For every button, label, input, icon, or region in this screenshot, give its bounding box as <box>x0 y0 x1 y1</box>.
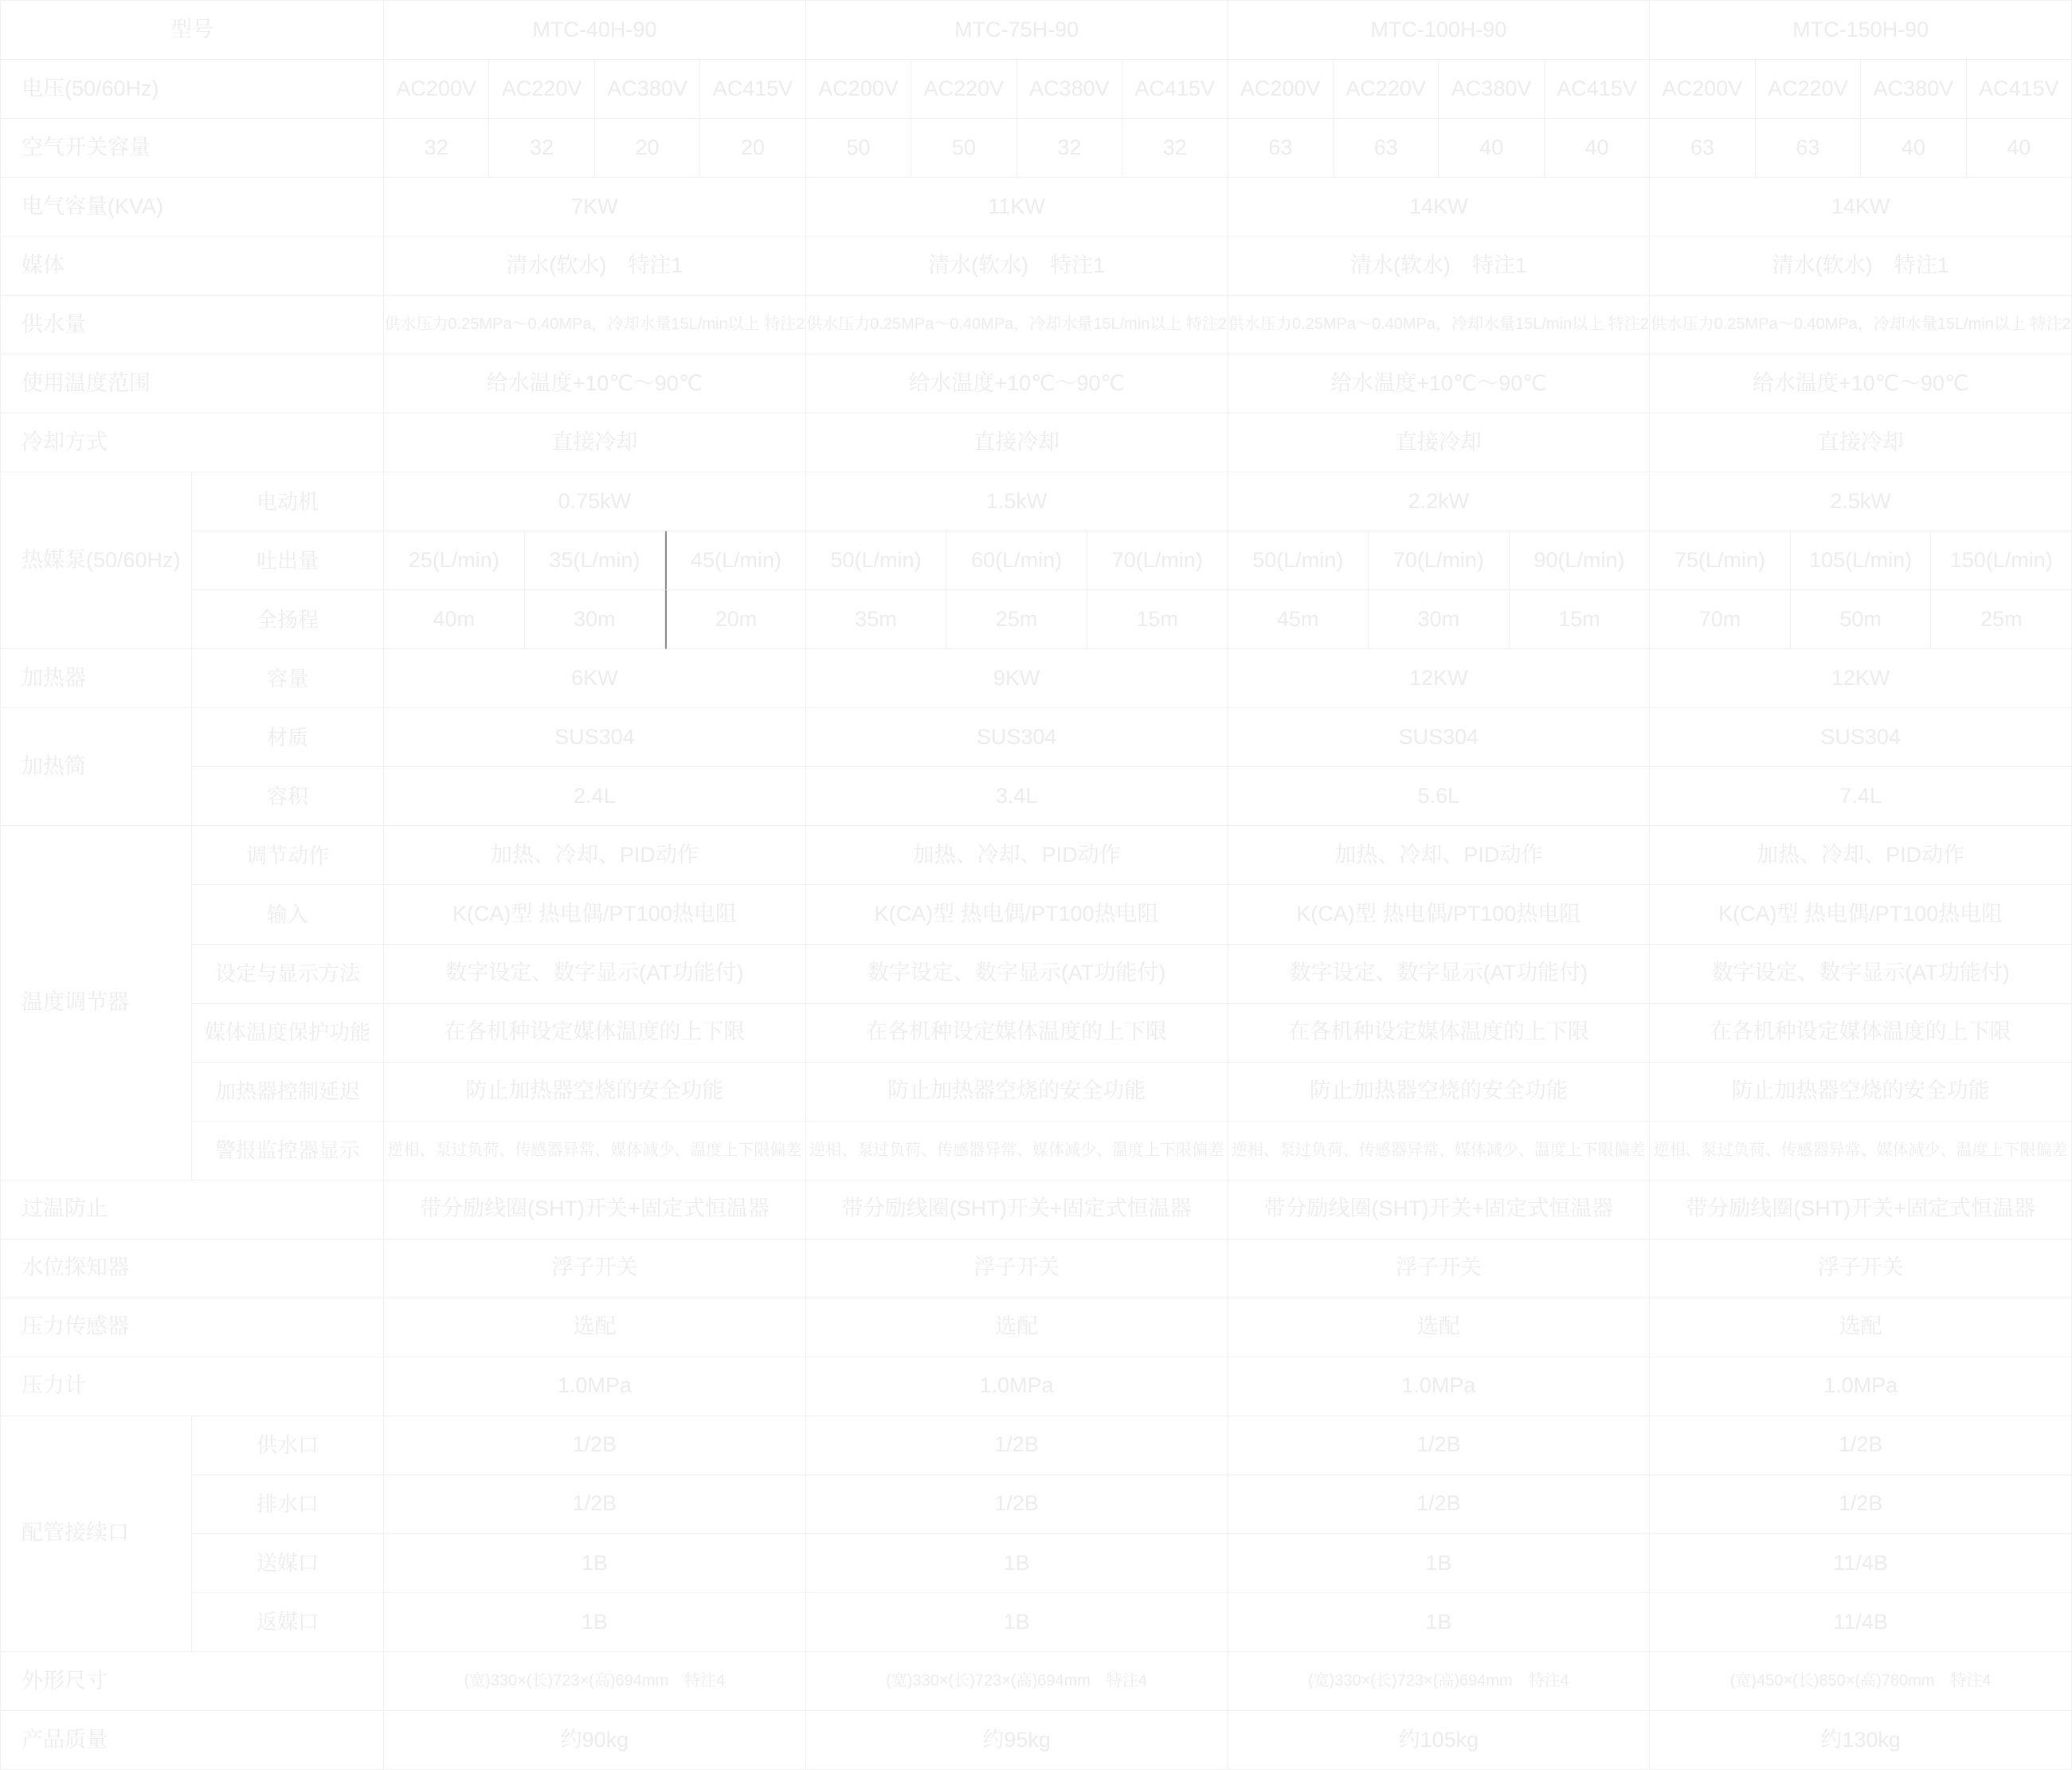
value-cell: 约130kg <box>1650 1711 2072 1770</box>
value-cell: 逆相、泵过负荷、传感器异常、媒体减少、温度上下限偏差 <box>384 1122 806 1181</box>
value-cell: 1/2B <box>384 1416 806 1475</box>
row-label: 型号 <box>1 1 384 60</box>
value-cell: 清水(软水) 特注1 <box>384 237 806 296</box>
row-label: 电压(50/60Hz) <box>1 60 384 119</box>
value-cell: 数字设定、数字显示(AT功能付) <box>806 945 1228 1004</box>
row-label: 加热器 <box>1 649 192 708</box>
value-cell: 32 <box>1122 119 1228 178</box>
value-cell: AC220V <box>489 60 594 119</box>
value-cell: 1B <box>1228 1593 1651 1652</box>
value-cell: 1/2B <box>806 1416 1228 1475</box>
value-cell: SUS304 <box>1228 708 1651 767</box>
value-cell: 1B <box>1228 1534 1651 1593</box>
value-cell: 30m <box>525 590 666 649</box>
value-cell: 加热、冷却、PID动作 <box>1228 826 1651 885</box>
value-cell: AC220V <box>911 60 1016 119</box>
value-cell: 逆相、泵过负荷、传感器异常、媒体减少、温度上下限偏差 <box>1228 1122 1651 1181</box>
row-label: 产品质量 <box>1 1711 384 1770</box>
value-cell: 给水温度+10℃～90℃ <box>384 354 806 413</box>
value-cell: 选配 <box>806 1298 1228 1357</box>
value-cell: 2.2kW <box>1228 472 1651 531</box>
value-cell: 32 <box>489 119 594 178</box>
sub-row-label: 吐出量 <box>192 531 384 590</box>
model-name: MTC-150H-90 <box>1650 1 2072 60</box>
value-cell: 25(L/min) <box>384 531 525 590</box>
value-cell: 45(L/min) <box>665 531 806 590</box>
value-cell: 60(L/min) <box>946 531 1087 590</box>
sub-row-label: 设定与显示方法 <box>192 945 384 1004</box>
value-cell: 清水(软水) 特注1 <box>1228 237 1651 296</box>
value-cell: 25m <box>946 590 1087 649</box>
value-cell: 防止加热器空烧的安全功能 <box>384 1063 806 1122</box>
value-cell: 32 <box>1017 119 1122 178</box>
value-cell: 2.4L <box>384 767 806 826</box>
value-cell: (宽)330×(长)723×(高)694mm 特注4 <box>384 1652 806 1711</box>
value-cell: 70(L/min) <box>1369 531 1510 590</box>
value-cell: 6KW <box>384 649 806 708</box>
value-cell: 1.0MPa <box>384 1357 806 1416</box>
sub-row-label: 排水口 <box>192 1475 384 1534</box>
value-cell: 7KW <box>384 178 806 237</box>
value-cell: 11/4B <box>1650 1534 2072 1593</box>
value-cell: SUS304 <box>806 708 1228 767</box>
value-cell: 12KW <box>1650 649 2072 708</box>
value-cell: 63 <box>1650 119 1755 178</box>
row-label: 电气容量(KVA) <box>1 178 384 237</box>
value-cell: 150(L/min) <box>1931 531 2072 590</box>
value-cell: 浮子开关 <box>806 1239 1228 1298</box>
value-cell: 防止加热器空烧的安全功能 <box>1650 1063 2072 1122</box>
value-cell: 35m <box>806 590 947 649</box>
row-label: 空气开关容量 <box>1 119 384 178</box>
row-label: 使用温度范围 <box>1 354 384 413</box>
value-cell: 12KW <box>1228 649 1651 708</box>
model-name: MTC-100H-90 <box>1228 1 1651 60</box>
value-cell: 1.5kW <box>806 472 1228 531</box>
value-cell: 1B <box>806 1534 1228 1593</box>
value-cell: 1/2B <box>1228 1475 1651 1534</box>
value-cell: 70m <box>1650 590 1791 649</box>
value-cell: 40 <box>1861 119 1966 178</box>
value-cell: 1B <box>384 1534 806 1593</box>
value-cell: AC380V <box>1439 60 1544 119</box>
row-label: 压力计 <box>1 1357 384 1416</box>
value-cell: 在各机种设定媒体温度的上下限 <box>1228 1004 1651 1063</box>
value-cell: 70(L/min) <box>1087 531 1228 590</box>
value-cell: 选配 <box>1228 1298 1651 1357</box>
row-label: 压力传感器 <box>1 1298 384 1357</box>
value-cell: 40 <box>1545 119 1650 178</box>
value-cell: 供水压力0.25MPa～0.40MPa，冷却水量15L/min以上 特注2 <box>1228 296 1651 354</box>
value-cell: 40m <box>384 590 525 649</box>
value-cell: 供水压力0.25MPa～0.40MPa，冷却水量15L/min以上 特注2 <box>806 296 1228 354</box>
value-cell: 11/4B <box>1650 1593 2072 1652</box>
value-cell: 清水(软水) 特注1 <box>1650 237 2072 296</box>
value-cell: 1/2B <box>1650 1416 2072 1475</box>
value-cell: SUS304 <box>384 708 806 767</box>
value-cell: 供水压力0.25MPa～0.40MPa，冷却水量15L/min以上 特注2 <box>1650 296 2072 354</box>
value-cell: AC200V <box>1228 60 1334 119</box>
model-name: MTC-75H-90 <box>806 1 1228 60</box>
value-cell: 防止加热器空烧的安全功能 <box>806 1063 1228 1122</box>
value-cell: 数字设定、数字显示(AT功能付) <box>1650 945 2072 1004</box>
row-label: 冷却方式 <box>1 413 384 472</box>
value-cell: 40 <box>1439 119 1544 178</box>
value-cell: 浮子开关 <box>384 1239 806 1298</box>
value-cell: 1.0MPa <box>1228 1357 1651 1416</box>
value-cell: 40 <box>1967 119 2072 178</box>
value-cell: 3.4L <box>806 767 1228 826</box>
value-cell: 50 <box>911 119 1016 178</box>
sub-row-label: 送媒口 <box>192 1534 384 1593</box>
row-label: 热媒泵(50/60Hz) <box>1 472 192 649</box>
row-label: 媒体 <box>1 237 384 296</box>
value-cell: 带分励线圈(SHT)开关+固定式恒温器 <box>1650 1181 2072 1239</box>
value-cell: 在各机种设定媒体温度的上下限 <box>384 1004 806 1063</box>
sub-row-label: 返媒口 <box>192 1593 384 1652</box>
value-cell: AC415V <box>1122 60 1228 119</box>
value-cell: AC220V <box>1756 60 1861 119</box>
value-cell: 选配 <box>1650 1298 2072 1357</box>
value-cell: 给水温度+10℃～90℃ <box>806 354 1228 413</box>
row-label: 外形尺寸 <box>1 1652 384 1711</box>
value-cell: 1/2B <box>384 1475 806 1534</box>
value-cell: 带分励线圈(SHT)开关+固定式恒温器 <box>806 1181 1228 1239</box>
value-cell: 20 <box>595 119 700 178</box>
row-label: 配管接续口 <box>1 1416 192 1652</box>
value-cell: 1/2B <box>806 1475 1228 1534</box>
value-cell: 1B <box>384 1593 806 1652</box>
value-cell: AC415V <box>1545 60 1650 119</box>
value-cell: 15m <box>1510 590 1651 649</box>
value-cell: 带分励线圈(SHT)开关+固定式恒温器 <box>384 1181 806 1239</box>
value-cell: 50(L/min) <box>1228 531 1369 590</box>
value-cell: 63 <box>1756 119 1861 178</box>
value-cell: AC415V <box>700 60 805 119</box>
value-cell: K(CA)型 热电偶/PT100热电阻 <box>1650 885 2072 944</box>
value-cell: 直接冷却 <box>384 413 806 472</box>
sub-row-label: 材质 <box>192 708 384 767</box>
row-label: 过温防止 <box>1 1181 384 1239</box>
value-cell: 约95kg <box>806 1711 1228 1770</box>
value-cell: 防止加热器空烧的安全功能 <box>1228 1063 1651 1122</box>
value-cell: AC220V <box>1334 60 1439 119</box>
value-cell: 约105kg <box>1228 1711 1651 1770</box>
value-cell: 给水温度+10℃～90℃ <box>1650 354 2072 413</box>
value-cell: 浮子开关 <box>1650 1239 2072 1298</box>
row-label: 水位探知器 <box>1 1239 384 1298</box>
value-cell: 加热、冷却、PID动作 <box>384 826 806 885</box>
value-cell: 逆相、泵过负荷、传感器异常、媒体减少、温度上下限偏差 <box>1650 1122 2072 1181</box>
value-cell: 2.5kW <box>1650 472 2072 531</box>
value-cell: 20 <box>700 119 805 178</box>
value-cell: 32 <box>384 119 489 178</box>
value-cell: 5.6L <box>1228 767 1651 826</box>
value-cell: 50(L/min) <box>806 531 947 590</box>
value-cell: 63 <box>1228 119 1334 178</box>
sub-row-label: 警报监控器显示 <box>192 1122 384 1181</box>
value-cell: 1/2B <box>1650 1475 2072 1534</box>
value-cell: (宽)450×(长)850×(高)780mm 特注4 <box>1650 1652 2072 1711</box>
value-cell: K(CA)型 热电偶/PT100热电阻 <box>1228 885 1651 944</box>
value-cell: 7.4L <box>1650 767 2072 826</box>
value-cell: 1.0MPa <box>806 1357 1228 1416</box>
value-cell: 1.0MPa <box>1650 1357 2072 1416</box>
value-cell: 给水温度+10℃～90℃ <box>1228 354 1651 413</box>
sub-row-label: 调节动作 <box>192 826 384 885</box>
value-cell: 浮子开关 <box>1228 1239 1651 1298</box>
value-cell: 14KW <box>1650 178 2072 237</box>
value-cell: 45m <box>1228 590 1369 649</box>
value-cell: AC380V <box>595 60 700 119</box>
sub-row-label: 加热器控制延迟 <box>192 1063 384 1122</box>
value-cell: AC415V <box>1967 60 2072 119</box>
value-cell: 直接冷却 <box>806 413 1228 472</box>
value-cell: 加热、冷却、PID动作 <box>1650 826 2072 885</box>
value-cell: AC200V <box>806 60 911 119</box>
value-cell: 清水(软水) 特注1 <box>806 237 1228 296</box>
value-cell: 选配 <box>384 1298 806 1357</box>
value-cell: 63 <box>1334 119 1439 178</box>
value-cell: 1/2B <box>1228 1416 1651 1475</box>
value-cell: 直接冷却 <box>1650 413 2072 472</box>
value-cell: 90(L/min) <box>1510 531 1651 590</box>
value-cell: 9KW <box>806 649 1228 708</box>
row-label: 加热筒 <box>1 708 192 826</box>
value-cell: 在各机种设定媒体温度的上下限 <box>806 1004 1228 1063</box>
value-cell: 供水压力0.25MPa～0.40MPa，冷却水量15L/min以上 特注2 <box>384 296 806 354</box>
value-cell: 数字设定、数字显示(AT功能付) <box>1228 945 1651 1004</box>
model-name: MTC-40H-90 <box>384 1 806 60</box>
value-cell: 直接冷却 <box>1228 413 1651 472</box>
value-cell: 带分励线圈(SHT)开关+固定式恒温器 <box>1228 1181 1651 1239</box>
value-cell: 35(L/min) <box>525 531 666 590</box>
value-cell: 在各机种设定媒体温度的上下限 <box>1650 1004 2072 1063</box>
value-cell: 1B <box>806 1593 1228 1652</box>
value-cell: 30m <box>1369 590 1510 649</box>
value-cell: 逆相、泵过负荷、传感器异常、媒体减少、温度上下限偏差 <box>806 1122 1228 1181</box>
value-cell: 0.75kW <box>384 472 806 531</box>
sub-row-label: 输入 <box>192 885 384 944</box>
value-cell: SUS304 <box>1650 708 2072 767</box>
value-cell: 加热、冷却、PID动作 <box>806 826 1228 885</box>
row-label: 温度调节器 <box>1 826 192 1180</box>
sub-row-label: 全扬程 <box>192 590 384 649</box>
value-cell: K(CA)型 热电偶/PT100热电阻 <box>384 885 806 944</box>
sub-row-label: 容量 <box>192 649 384 708</box>
sub-row-label: 媒体温度保护功能 <box>192 1004 384 1063</box>
value-cell: AC380V <box>1017 60 1122 119</box>
value-cell: 50m <box>1791 590 1932 649</box>
value-cell: (宽)330×(长)723×(高)694mm 特注4 <box>1228 1652 1651 1711</box>
value-cell: 数字设定、数字显示(AT功能付) <box>384 945 806 1004</box>
value-cell: 15m <box>1087 590 1228 649</box>
value-cell: 20m <box>665 590 806 649</box>
sub-row-label: 容积 <box>192 767 384 826</box>
value-cell: AC200V <box>1650 60 1755 119</box>
value-cell: 11KW <box>806 178 1228 237</box>
value-cell: 约90kg <box>384 1711 806 1770</box>
row-label: 供水量 <box>1 296 384 354</box>
value-cell: K(CA)型 热电偶/PT100热电阻 <box>806 885 1228 944</box>
value-cell: 105(L/min) <box>1791 531 1932 590</box>
value-cell: 25m <box>1931 590 2072 649</box>
value-cell: 14KW <box>1228 178 1651 237</box>
value-cell: AC380V <box>1861 60 1966 119</box>
sub-row-label: 供水口 <box>192 1416 384 1475</box>
value-cell: AC200V <box>384 60 489 119</box>
value-cell: 50 <box>806 119 911 178</box>
value-cell: (宽)330×(长)723×(高)694mm 特注4 <box>806 1652 1228 1711</box>
value-cell: 75(L/min) <box>1650 531 1791 590</box>
sub-row-label: 电动机 <box>192 472 384 531</box>
